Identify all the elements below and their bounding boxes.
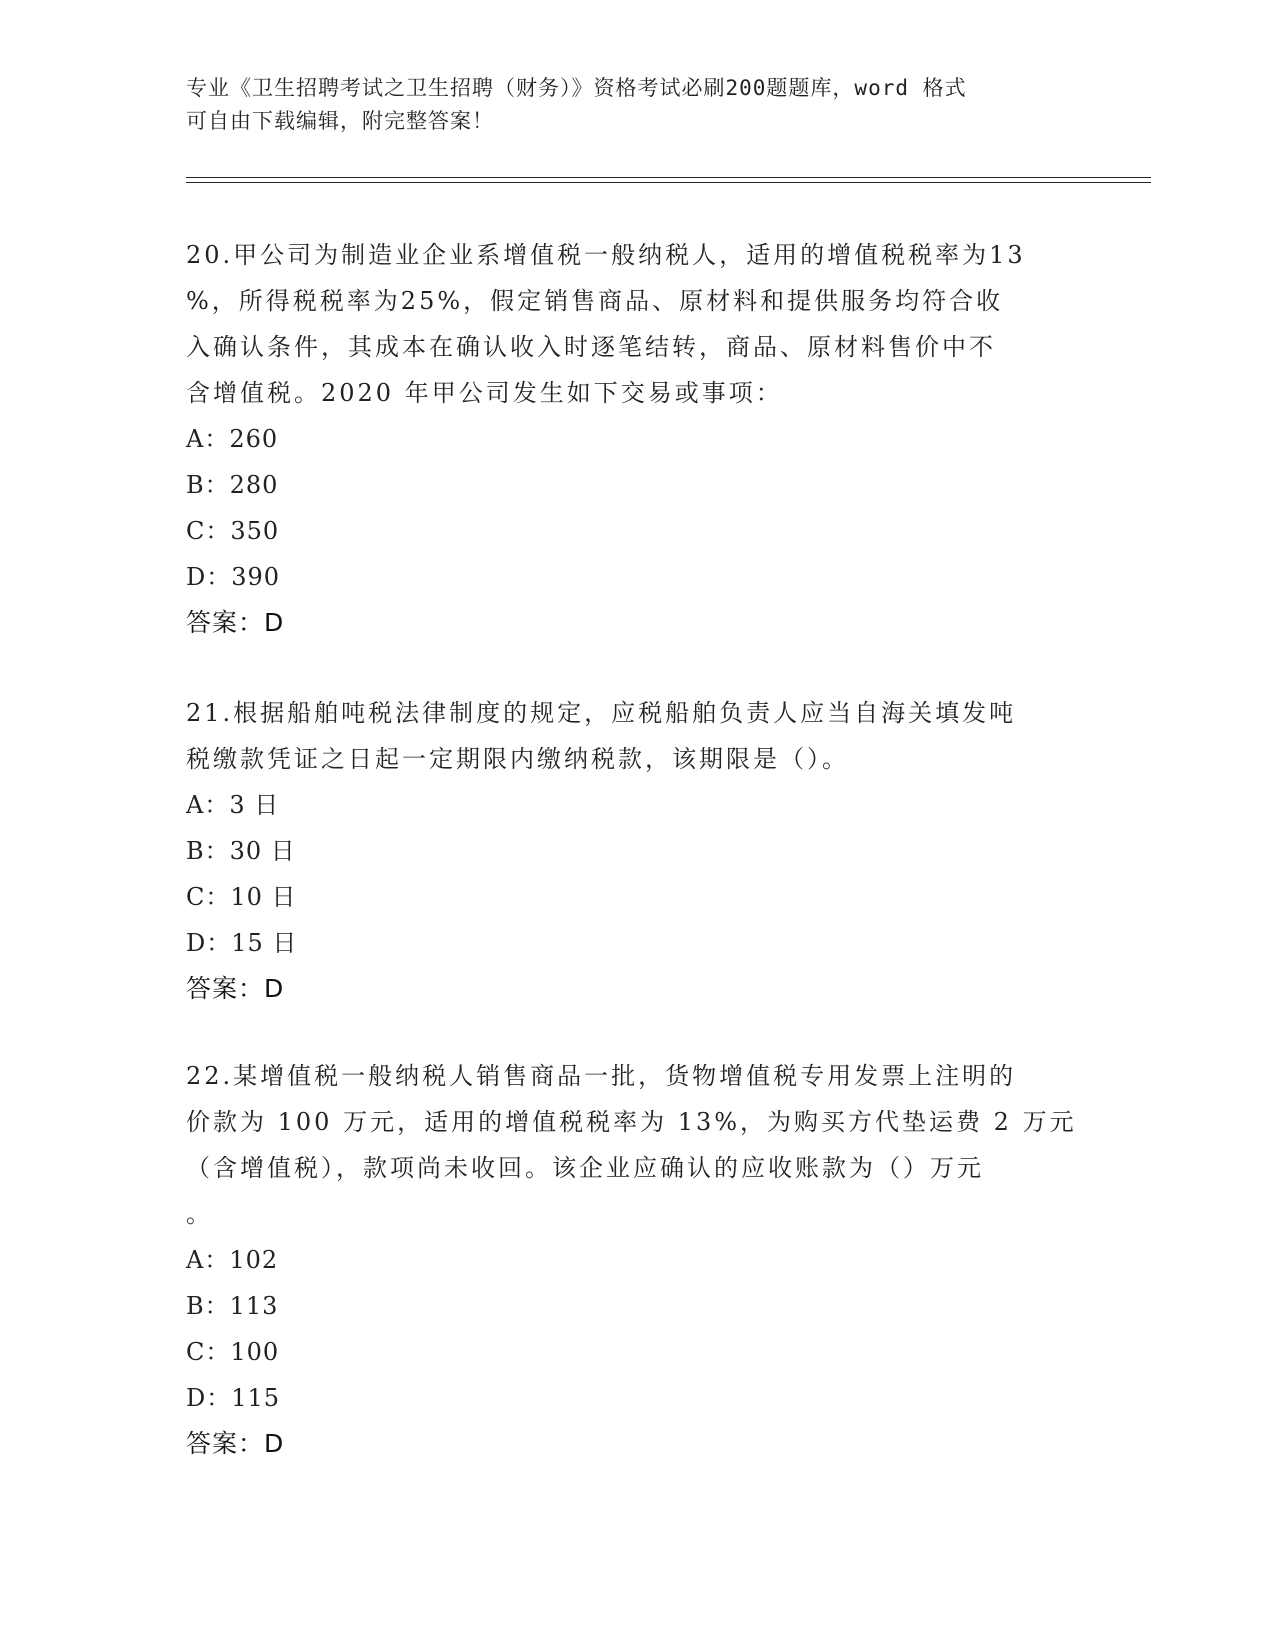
- option-d: D：390: [186, 563, 281, 591]
- question-20: [186, 232, 1086, 646]
- option-b: B：280: [186, 471, 279, 499]
- option-d: D：115: [186, 1384, 281, 1412]
- question-stem-line: 入确认条件，其成本在确认收入时逐笔结转，商品、原材料售价中不: [186, 333, 996, 361]
- option-b: B：113: [186, 1292, 279, 1320]
- header-divider-top: [186, 177, 1151, 178]
- option-d: D：15 日: [186, 929, 298, 957]
- question-stem-line: 22.某增值税一般纳税人销售商品一批，货物增值税专用发票上注明的: [186, 1062, 1017, 1090]
- question-22: [186, 1053, 1086, 1467]
- question-stem-line: 价款为 100 万元，适用的增值税税率为 13%，为购买方代垫运费 2 万元: [186, 1108, 1077, 1136]
- question-stem-line: %，所得税税率为25%，假定销售商品、原材料和提供服务均符合收: [186, 287, 1004, 315]
- document-header: [186, 72, 1086, 138]
- question-stem-line: （含增值税），款项尚未收回。该企业应确认的应收账款为（）万元: [186, 1154, 984, 1182]
- option-c: C：10 日: [186, 883, 297, 911]
- option-a: A：102: [186, 1246, 279, 1274]
- option-a: A：3 日: [186, 791, 280, 819]
- answer-label: 答案：D: [186, 974, 285, 1003]
- question-stem-line: 21.根据船舶吨税法律制度的规定，应税船舶负责人应当自海关填发吨: [186, 699, 1017, 727]
- question-stem-line: 税缴款凭证之日起一定期限内缴纳税款，该期限是（）。: [186, 745, 849, 773]
- question-stem-line: 含增值税。2020 年甲公司发生如下交易或事项：: [186, 379, 783, 407]
- header-line-2: 可自由下载编辑，附完整答案！: [186, 109, 494, 133]
- answer-label: 答案：D: [186, 608, 285, 637]
- answer-label: 答案：D: [186, 1429, 285, 1458]
- question-stem-line: 20.甲公司为制造业企业系增值税一般纳税人，适用的增值税税率为13: [186, 241, 1026, 269]
- question-21: [186, 690, 1086, 1012]
- question-stem-line: 。: [186, 1200, 210, 1228]
- option-c: C：100: [186, 1338, 280, 1366]
- header-line-1: 专业《卫生招聘考试之卫生招聘（财务）》资格考试必刷200题题库，word 格式: [186, 76, 967, 100]
- option-c: C：350: [186, 517, 280, 545]
- option-b: B：30 日: [186, 837, 296, 865]
- option-a: A：260: [186, 425, 279, 453]
- header-divider-bottom: [186, 182, 1151, 183]
